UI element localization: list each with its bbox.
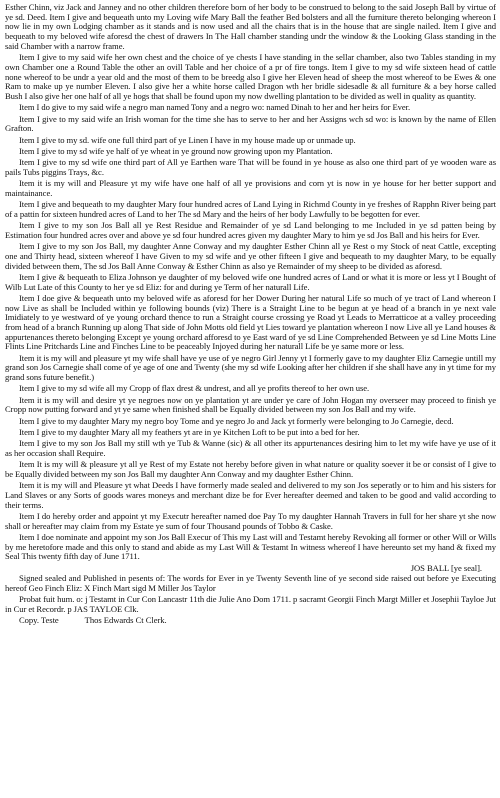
paragraph-20: Item It is my will & pleasure yt all ye Rest of my Estate not hereby before given in what nature or quality soever it be or consist of I give to be Equally divided between my son Jos Ball my daughter Ann Conway and my daughter Esther Chinn.	[5, 459, 496, 479]
paragraph-6: Item I give to my sd wife ye half of ye wheat in ye ground now growing upon my Plantation.	[19, 145, 333, 156]
paragraph-11: Item I give to my son Jos Ball, my daughter Anne Conway and my daughter Esther Chinn all ye Rest o my Stock of neat Cattle, excepting one and Thirty head, sixteen whereof I have Given to my sd wife and ye other fifteen I give and bequeath to my daughter Mary, to be equally divided between them, The sd Jos Ball Anne Conway & Esther Chinn as also ye Remainder of my sheep to be divided as aforesd.	[5, 241, 496, 271]
clerk-signature: Thos Edwards Ct Clerk.	[84, 615, 167, 626]
paragraph-1: Esther Chinn, viz Jack and Janney and no other children therefore born of her body to be construed to belong to the said Joseph Ball by virtue of ye sd. Deed. Item I give and bequeath unto my Loving wife Mary Ball the feather Bed bolsters and all the furniture thereto belonging whereon I now lie in my own Lodging chamber as it stands and is now used and all the chairs that is in the house that are single nailed. Item I give and bequeath to my beloved wife aforesd the chest of drawers In The Hall chamber standing undr the window & the Looking Glass standing in the said Chamber with a narrow frame.	[5, 2, 496, 51]
copy-attestation	[5, 616, 496, 626]
paragraph-16: Item it is my will and desire yt ye negroes now on ye plantation yt are under ye care of John Hogan my overseer may proceed to finish ye Cropp now putting forward and yt ye same when finished shall be Equally divided between my son Jos Ball and my wife.	[5, 394, 496, 415]
probate-paragraph: Probat fuit hum. o: j Testamt in Cur Con Lancastr 11th die Julie Ano Dom 1711. p sacramt Georgii Finch Margt Miller et Josephii Tayloe Jut in Cur et Recordr. p JAS TAYLOE Clk.	[5, 594, 496, 615]
paragraph-5: Item I give to my sd. wife one full third part of ye Linen I have in my house made up or unmade up.	[19, 134, 356, 145]
paragraph-23: Item I doe nominate and appoint my son Jos Ball Execur of This my Last will and Testamt hereby Revoking all former or other Will or Wills by me heretofore made and this only to stand and abide as my Last Will & Testamt In witness whereof I have hereunto set my hand & fixed my Seal This twenty fifth day of June 1711.	[5, 531, 496, 562]
paragraph-9: Item I give and bequeath to my daughter Mary four hundred acres of Land Lying in Richmd County in ye freshes of Rapphn River being part of a pattin for sixteen hundred acres of Land to her The sd Mary and the heirs of her body Lawfully to be begotten for ever.	[5, 199, 496, 219]
paragraph-10: Item I give to my son Jos Ball all ye Rest Residue and Remainder of ye sd Land belonging to me Included in ye sd patten being by Estimation four hundred acres over and above ye sd four hundred acres given my daughter Mary to him ye sd Jos Ball and his heirs for Ever.	[5, 220, 496, 240]
paragraph-7: Item I give to my sd wife one third part of All ye Earthen ware That will be found in ye house as also one third part of ye wooden ware as pails Tubs piggins Trays, &c.	[5, 157, 496, 177]
testator-signature: JOS BALL [ye seal].	[410, 562, 482, 573]
paragraph-13: Item I doe give & bequeath unto my beloved wife as aforesd for her Dower During her natural Life so much of ye tract of Land whereon I now Live as shall be Included within ye following bounds (viz) There is a Straight Line to be begun at ye head of a branch in ye next vale Imidiately to ye westward of ye young orchard thence to run a Straight course crossing ye Road yt Leads to Merratticoe at a valley proceeding from head of a branch Running up along That side of John Motts old field yt Lies toward ye plantation whereon I now Live all ye Land houses & appurtenances thereto belonging Except ye young orchard afforesd to ye East ward of ye sd Line Comprehended Between ye sd Line Motts Line Flints Line Pritchards Line and Finches Line to be peaceably Injoyed during her naturall Life be ye same more or less.	[5, 292, 496, 352]
copy-label: Copy. Teste	[19, 615, 59, 626]
paragraph-3: Item I do give to my said wife a negro man named Tony and a negro wo: named Dinah to her and her heirs for Ever.	[19, 102, 411, 113]
paragraph-19: Item I give to my son Jos Ball my still wth ye Tub & Wanne (sic) & all other its appurtenances desiring him to let my wife have ye use of it as her occasion shall Require.	[5, 438, 496, 458]
paragraph-4: Item I give to my said wife an Irish woman for the time she has to serve to her and her Assigns wch sd wo: is known by the name of Ellen Grafton.	[5, 113, 496, 134]
paragraph-15: Item I give to my sd wife all my Cropp of flax drest & undrest, and all ye profits thereof to her own use.	[19, 383, 370, 394]
paragraph-18: Item I give to my daughter Mary all my feathers yt are in ye Kitchen Loft to be put into a bed for her.	[19, 426, 360, 437]
paragraph-21: Item it is my will and Pleasure yt what Deeds I have formerly made sealed and delivered to my son Jos seperatly or to him and his sisters for Land Slaves or any Sorts of goods wares moneys and merchant dize be for Ever hereafter deemed and taken to be good and valid according to their terms.	[5, 480, 496, 510]
paragraph-2: Item I give to my said wife her own chest and the choice of ye chests I have standing in the sellar chamber, also two Tables standing in my own Chamber one a Round Table the other an ovill Table and her choice of a pr of fire tongs. Item I give to my sd wife sixteen head of cattle none whereof to be undr a year old and the most of them to be breedg also I give her Eleven head of sheep the most whereof to be Ewes & one Ram to make up ye number Eleven. I also give her a white horse called Dragon wth her bridle sidesadle & all furniture & a bey horse called Bush I also give her one half of all ye hogs that shall be found upon my now dwelling plantation to be divided as well in quality as quantity.	[5, 52, 496, 101]
paragraph-8: Item it is my will and Pleasure yt my wife have one half of all ye provisions and corn yt is now in ye house for her better support and maintainance.	[5, 178, 496, 198]
paragraph-22: Item I do hereby order and appoint yt my Executr hereafter named doe Pay To my daughter Hannah Travers in full for her share yt she now shall or hereafter may claim from my Estate ye sum of four Thousand pounds of Tobbo & Caske.	[5, 510, 496, 531]
paragraph-12: Item I give & bequeath to Eliza Johnson ye daughter of my beloved wife one hundred acres of Land or what it is more or less yt I Bought of Wilb Lut Late of this County to her ye sd Eliz: for and during ye Term of her naturall Life.	[5, 271, 496, 292]
witness-paragraph: Signed sealed and Published in pesents of: The words for Ever in ye Twenty Seventh line of ye second side raised out before ye Executing hereof Geo Finch Eliz: X Finch Mart sigd M Miller Jos Taylor	[5, 573, 496, 594]
paragraph-14: Item it is my will and pleasure yt my wife shall have ye use of ye negro Girl Jenny yt I formerly gave to my daughter Eliz Carnegie untill my grand son Jos Carnegie shall come of ye age of one and Twenty (she my sd wife Looking after her children if she shall have any in yt time for my grand sons future benefit.)	[5, 352, 496, 383]
paragraph-17: Item I give to my daughter Mary my negro boy Tome and ye negro Jo and Jack yt formerly were belonging to Jo Carnegie, decd.	[19, 415, 454, 426]
